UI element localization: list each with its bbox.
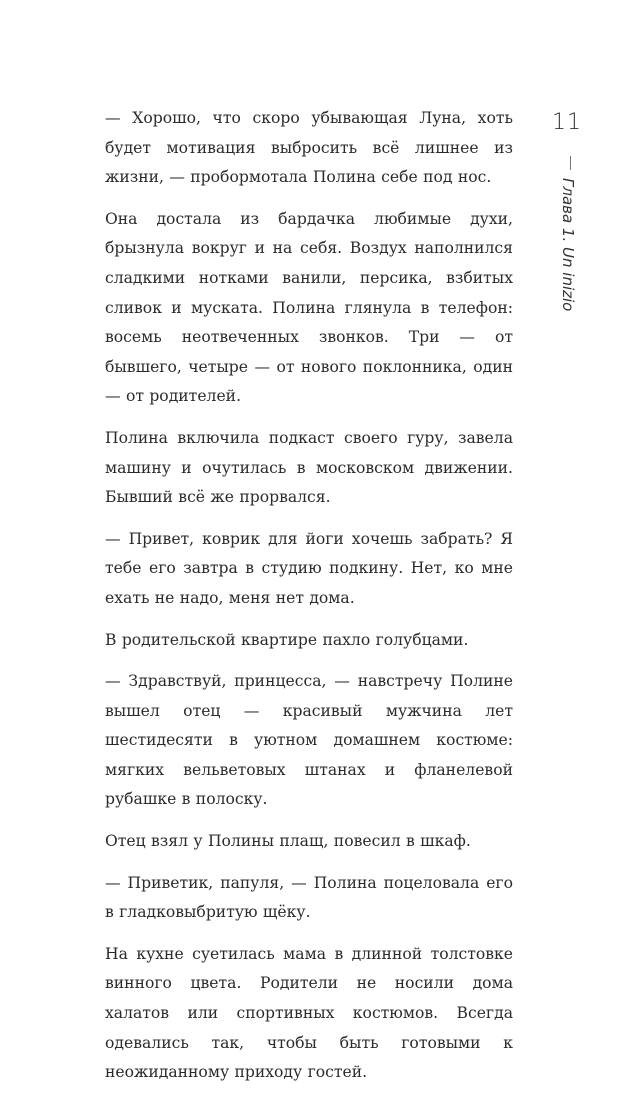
paragraph: В родительской квартире пахло голубцами. bbox=[105, 630, 469, 649]
page-number: 11 bbox=[552, 110, 582, 135]
running-head-text: Глава 1. Un inizio bbox=[559, 178, 577, 312]
paragraph: На кухне суетилась мама в длинной толстовке винного цвета. Родители не носили дома халатов или спортивных костюмов. Всегда одевались так, чтобы быть готовыми к неожиданному приходу гостей. bbox=[105, 944, 513, 1082]
paragraph: — Привет, коврик для йоги хочешь забрать? Я тебе его завтра в студию подкину. Нет, ко мне ехать не надо, меня нет дома. bbox=[105, 529, 513, 607]
paragraph: Отец взял у Полины плащ, повесил в шкаф. bbox=[105, 832, 471, 851]
paragraph: — Здравствуй, принцесса, — навстречу Полине вышел отец — красивый мужчина лет шестидесяти в уютном домашнем костюме: мягких вельветовых штанах и фланелевой рубашке в полоску. bbox=[105, 672, 513, 809]
paragraph: Полина включила подкаст своего гуру, завела машину и очутилась в московском движении. Бывший всё же прорвался. bbox=[105, 428, 513, 507]
margin-divider bbox=[570, 156, 571, 170]
running-head bbox=[555, 178, 585, 312]
paragraph: Она достала из бардачка любимые духи, брызнула вокруг и на себя. Воздух наполнился сладкими нотками ванили, персика, взбитых сливок и муската. Полина глянула в телефон: восемь неотвеченных звонков. Три — от бывшего, четыре — от нового поклонника, один — от родителей. bbox=[105, 209, 513, 406]
paragraph: — Приветик, папуля, — Полина поцеловала его в гладковыбритую щёку. bbox=[105, 873, 513, 922]
body-text bbox=[105, 104, 513, 1100]
paragraph: — Хорошо, что скоро убывающая Луна, хоть будет мотивация выбросить всё лишнее из жизни, — пробормотала Полина себе под нос. bbox=[105, 109, 513, 187]
